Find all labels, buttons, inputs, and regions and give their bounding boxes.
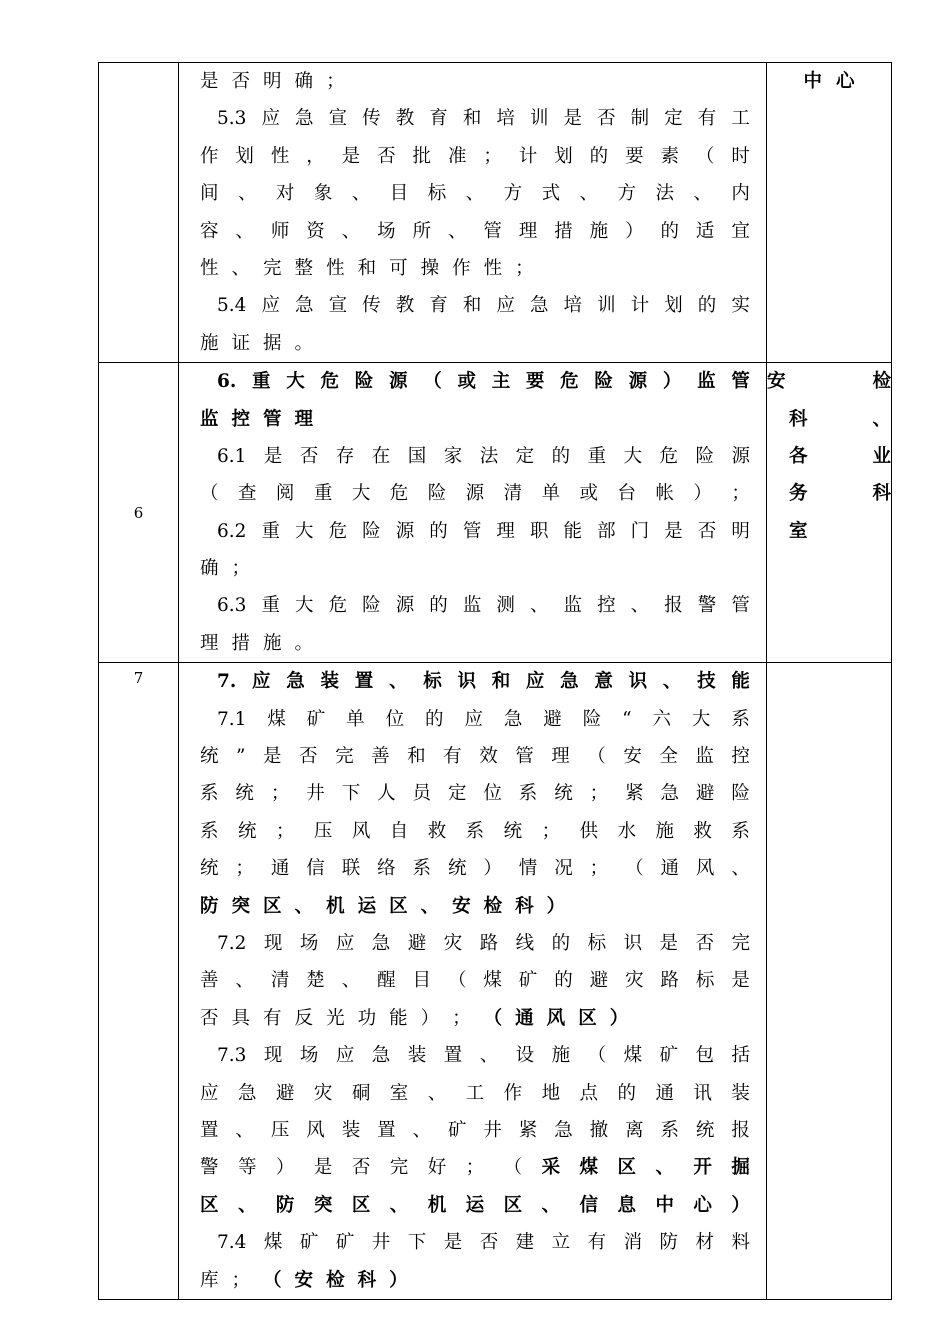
content-line: 系 统 ； 压 风 自 救 系 统 ； 供 水 施 救 系 <box>200 820 750 842</box>
content-line: 7.4 煤 矿 矿 井 下 是 否 建 立 有 消 防 材 料 <box>217 1232 750 1254</box>
content-line: 统 ” 是 否 完 善 和 有 效 管 理 （ 安 全 监 控 <box>200 746 750 768</box>
content-line: 善 、 清 楚 、 醒 目 （ 煤 矿 的 避 灾 路 标 是 <box>200 970 750 992</box>
content-line: 作 划 性 ， 是 否 批 准 ； 计 划 的 要 素 （ 时 <box>200 145 750 167</box>
item-number <box>99 63 179 363</box>
content-line: 6. 重 大 危 险 源 （ 或 主 要 危 险 源 ） 监 管 <box>217 371 750 393</box>
item-number: 7 <box>99 663 179 1300</box>
inspection-content <box>179 663 767 1300</box>
content-line: 确 ； <box>200 558 251 580</box>
content-line: 置 、 压 风 装 置 、 矿 井 紧 急 撤 离 系 统 报 <box>200 1119 750 1141</box>
content-line: 防 突 区 、 机 运 区 、 安 检 科 ） <box>200 895 566 917</box>
content-line: 6.3 重 大 危 险 源 的 监 测 、 监 控 、 报 警 管 <box>217 595 750 617</box>
department-line: 各 业 <box>789 445 891 467</box>
inspection-content <box>179 63 767 363</box>
department-line: 科 、 <box>789 408 891 430</box>
table-row <box>99 63 892 363</box>
responsible-department <box>767 363 892 663</box>
content-line: 区 、 防 突 区 、 机 运 区 、 信 息 中 心 ） <box>200 1194 750 1216</box>
content-line: 否 具 有 反 光 功 能 ） ； （ 通 风 区 ） <box>200 1007 629 1029</box>
content-line: 应 急 避 灾 硐 室 、 工 作 地 点 的 通 讯 装 <box>200 1082 750 1104</box>
content-line: 7.3 现 场 应 急 装 置 、 设 施 （ 煤 矿 包 括 <box>217 1045 750 1067</box>
content-line: 监 控 管 理 <box>200 408 314 430</box>
content-line: 6.2 重 大 危 险 源 的 管 理 职 能 部 门 是 否 明 <box>217 520 750 542</box>
responsible-department <box>767 63 892 363</box>
content-line: 5.3 应 急 宣 传 教 育 和 培 训 是 否 制 定 有 工 <box>217 108 750 130</box>
content-line: 5.4 应 急 宣 传 教 育 和 应 急 培 训 计 划 的 实 <box>217 295 750 317</box>
inspection-table <box>98 62 892 1300</box>
content-line: 库 ； （ 安 检 科 ） <box>200 1269 408 1291</box>
content-line: 警 等 ） 是 否 完 好 ； （ 采 煤 区 、 开 掘 <box>200 1157 750 1179</box>
table-row <box>99 663 892 1300</box>
department-line: 中 心 <box>803 71 855 92</box>
responsible-department <box>767 663 892 1300</box>
content-line: 7. 应 急 装 置 、 标 识 和 应 急 意 识 、 技 能 <box>217 671 750 693</box>
content-line: 7.1 煤 矿 单 位 的 应 急 避 险 “ 六 大 系 <box>217 708 750 730</box>
content-line: 理 措 施 。 <box>200 632 314 654</box>
content-line: 系 统 ； 井 下 人 员 定 位 系 统 ； 紧 急 避 险 <box>200 783 750 805</box>
department-line: 室 <box>789 520 808 542</box>
table-row <box>99 363 892 663</box>
content-line: 统 ； 通 信 联 络 系 统 ） 情 况 ； （ 通 风 、 <box>200 858 750 880</box>
department-line: 安 检 <box>767 371 891 393</box>
content-line: 间 、 对 象 、 目 标 、 方 式 、 方 法 、 内 <box>200 183 750 205</box>
item-number: 6 <box>99 363 179 663</box>
content-line: 7.2 现 场 应 急 避 灾 路 线 的 标 识 是 否 完 <box>217 932 750 954</box>
content-line: 6.1 是 否 存 在 国 家 法 定 的 重 大 危 险 源 <box>217 445 750 467</box>
content-line: 施 证 据 。 <box>200 332 314 354</box>
inspection-content <box>179 363 767 663</box>
content-line: 是 否 明 确 ； <box>200 71 345 92</box>
content-line: 性 、 完 整 性 和 可 操 作 性 ； <box>200 257 534 279</box>
content-line: 容 、 师 资 、 场 所 、 管 理 措 施 ） 的 适 宜 <box>200 220 750 242</box>
department-line: 务 科 <box>789 483 891 505</box>
content-line: （ 查 阅 重 大 危 险 源 清 单 或 台 帐 ） ； <box>200 483 750 505</box>
